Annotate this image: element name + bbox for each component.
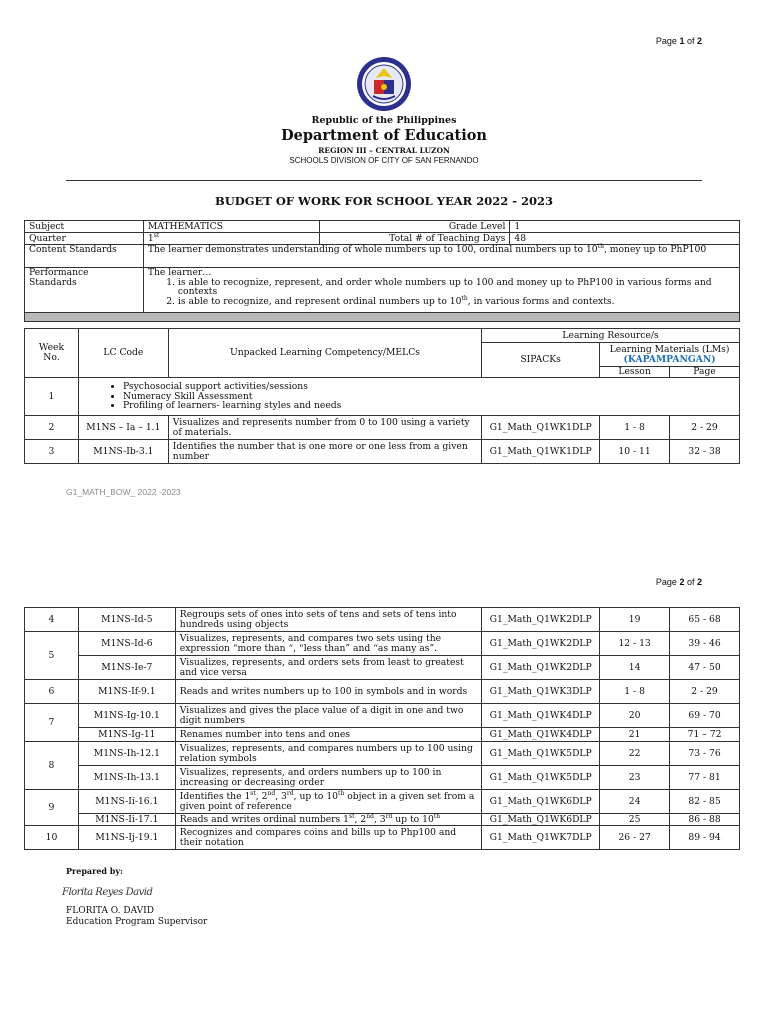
table-row (25, 814, 740, 826)
table-row (25, 704, 740, 728)
page-cell: 89 - 94 (670, 826, 740, 850)
grade-value: 1 (510, 221, 740, 233)
list-item: • Profiling of learners- learning styles and needs (123, 401, 735, 411)
sipack-cell: G1_Math_Q1WK4DLP (482, 704, 600, 728)
page-cell: 73 - 76 (670, 742, 740, 766)
table-row (25, 680, 740, 704)
code-cell: M1NS-Id-6 (78, 632, 175, 656)
melc-cell: Identifies the 1st, 2nd, 3rd, up to 10th object in a given set from a given point of reference (175, 790, 481, 814)
lesson-cell: 24 (600, 790, 670, 814)
table-row: 3 M1NS-Ib-3.1 Identifies the number that is one more or one less from a given number G1_Math_Q1WK1DLP 10 - 11 32 - 38 (25, 440, 740, 464)
deped-seal-logo (356, 56, 412, 112)
list-item: • Numeracy Skill Assessment (123, 392, 735, 402)
sipack-cell: G1_Math_Q1WK2DLP (482, 632, 600, 656)
melc-cell: Renames number into tens and ones (175, 728, 481, 742)
sipack-cell: G1_Math_Q1WK6DLP (482, 814, 600, 826)
performance-item: 2. is able to recognize, and represent ordinal numbers up to 10th, in various forms and contexts. (178, 297, 735, 307)
code-cell: M1NS-Ig-10.1 (78, 704, 175, 728)
lesson-cell: 14 (600, 656, 670, 680)
lesson-cell: 19 (600, 608, 670, 632)
page-cell: 71 – 72 (670, 728, 740, 742)
document-title: BUDGET OF WORK FOR SCHOOL YEAR 2022 - 2023 (215, 194, 553, 208)
melc-cell: Visualizes, represents, and compares numbers up to 100 using relation symbols (175, 742, 481, 766)
col-lc-code-header: LC Code (78, 329, 168, 378)
code-cell: M1NS-Ig-11 (78, 728, 175, 742)
table-row (25, 826, 740, 850)
table-row: 2 M1NS – Ia – 1.1 Visualizes and represents number from 0 to 100 using a variety of materials. G1_Math_Q1WK1DLP 1 - 8 2 - 29 (25, 416, 740, 440)
table-row (25, 742, 740, 766)
col-resources-header: Learning Resource/s (482, 329, 740, 343)
division-label: SCHOOLS DIVISION OF CITY OF SAN FERNANDO (289, 156, 479, 165)
col-week-header: Week No. (25, 329, 79, 378)
days-label: Total # of Teaching Days (319, 233, 510, 245)
sipack-cell: G1_Math_Q1WK6DLP (482, 790, 600, 814)
bow-table-page1 (24, 328, 740, 464)
week-cell: 6 (25, 680, 79, 704)
page-cell: 47 - 50 (670, 656, 740, 680)
sipack-cell: G1_Math_Q1WK5DLP (482, 742, 600, 766)
col-lms-header: Learning Materials (LMs) (KAPAMPANGAN) (600, 343, 740, 367)
subject-value: MATHEMATICS (143, 221, 319, 233)
col-melc-header: Unpacked Learning Competency/MELCs (168, 329, 481, 378)
page-cell: 69 - 70 (670, 704, 740, 728)
page-cell: 2 - 29 (670, 680, 740, 704)
page-cell: 86 - 88 (670, 814, 740, 826)
table-row (25, 728, 740, 742)
performance-standards-value: The learner… 1. is able to recognize, represent, and order whole numbers up to 100 and money up to PhP100 in various forms and contexts 2. is able to recognize, and represent ordinal numbers up to 10th, in various forms and contexts. (143, 268, 739, 313)
melc-cell: Visualizes, represents, and orders numbers up to 100 in increasing or decreasing order (175, 766, 481, 790)
col-lesson-header: Lesson (600, 367, 670, 378)
table-row (25, 790, 740, 814)
quarter-label: Quarter (25, 233, 144, 245)
performance-item: 1. is able to recognize, represent, and order whole numbers up to 100 and money up to PhP100 in various forms and contexts (178, 278, 735, 297)
week-cell: 7 (25, 704, 79, 742)
performance-standards-label: Performance Standards (25, 268, 144, 313)
melc-cell: Visualizes, represents, and compares two sets using the expression “more than “, “less than” and “as many as”. (175, 632, 481, 656)
department-name: Department of Education (281, 127, 487, 144)
code-cell: M1NS-If-9.1 (78, 680, 175, 704)
melc-cell: Reads and writes ordinal numbers 1st, 2nd, 3rd up to 10th (175, 814, 481, 826)
sipack-cell: G1_Math_Q1WK2DLP (482, 656, 600, 680)
code-cell: M1NS-Ii-16.1 (78, 790, 175, 814)
code-cell: M1NS-Ij-19.1 (78, 826, 175, 850)
code-cell: M1NS-Id-5 (78, 608, 175, 632)
melc-cell: Regroups sets of ones into sets of tens and sets of tens into hundreds using objects (175, 608, 481, 632)
grade-label: Grade Level (319, 221, 510, 233)
header-divider (66, 180, 702, 181)
lesson-cell: 22 (600, 742, 670, 766)
sipack-cell: G1_Math_Q1WK5DLP (482, 766, 600, 790)
page-number: Page 2 of 2 (655, 577, 702, 587)
sipack-cell: G1_Math_Q1WK7DLP (482, 826, 600, 850)
table-row: 1 • Psychosocial support activities/sessions • Numeracy Skill Assessment • Profiling of learners- learning styles and needs (25, 378, 740, 416)
melc-cell: Visualizes, represents, and orders sets from least to greatest and vice versa (175, 656, 481, 680)
grey-separator (25, 313, 740, 322)
lesson-cell: 25 (600, 814, 670, 826)
melc-cell: Visualizes and gives the place value of a digit in one and two digit numbers (175, 704, 481, 728)
table-row (25, 766, 740, 790)
lesson-cell: 26 - 27 (600, 826, 670, 850)
table-row (25, 656, 740, 680)
sipack-cell: G1_Math_Q1WK4DLP (482, 728, 600, 742)
signatory-name: FLORITA O. DAVID (66, 906, 154, 916)
table-row (25, 632, 740, 656)
page-cell: 82 - 85 (670, 790, 740, 814)
signatory-position: Education Program Supervisor (66, 917, 208, 927)
page-cell: 39 - 46 (670, 632, 740, 656)
lesson-cell: 23 (600, 766, 670, 790)
days-value: 48 (510, 233, 740, 245)
signature: Florita Reyes David (62, 887, 153, 898)
content-standards-value: The learner demonstrates understanding of whole numbers up to 100, ordinal numbers up to 10th, money up to PhP100 (143, 245, 739, 268)
info-table (24, 220, 740, 322)
week-cell: 8 (25, 742, 79, 790)
week-cell: 10 (25, 826, 79, 850)
lesson-cell: 12 - 13 (600, 632, 670, 656)
sipack-cell: G1_Math_Q1WK2DLP (482, 608, 600, 632)
melc-cell: Recognizes and compares coins and bills up to Php100 and their notation (175, 826, 481, 850)
bow-table-page2 (24, 607, 740, 850)
col-page-header: Page (670, 367, 740, 378)
lesson-cell: 20 (600, 704, 670, 728)
region-label: REGION III – CENTRAL LUZON (318, 146, 450, 155)
footer-file-label: G1_MATH_BOW_ 2022 -2023 (66, 487, 181, 497)
melc-cell: Reads and writes numbers up to 100 in symbols and in words (175, 680, 481, 704)
code-cell: M1NS-Ie-7 (78, 656, 175, 680)
prepared-by-label: Prepared by: (66, 866, 123, 876)
code-cell: M1NS-Ih-12.1 (78, 742, 175, 766)
col-sipacks-header: SIPACKs (482, 343, 600, 378)
subject-label: Subject (25, 221, 144, 233)
page-number: Page 1 of 2 (655, 36, 702, 46)
week-cell: 4 (25, 608, 79, 632)
code-cell: M1NS-Ii-17.1 (78, 814, 175, 826)
week-cell: 9 (25, 790, 79, 826)
page-cell: 65 - 68 (670, 608, 740, 632)
republic-label: Republic of the Philippines (311, 115, 457, 126)
quarter-value: 1st (143, 233, 319, 245)
code-cell: M1NS-Ih-13.1 (78, 766, 175, 790)
week-cell: 5 (25, 632, 79, 680)
sipack-cell: G1_Math_Q1WK3DLP (482, 680, 600, 704)
content-standards-label: Content Standards (25, 245, 144, 268)
table-row (25, 608, 740, 632)
lesson-cell: 21 (600, 728, 670, 742)
page-cell: 77 - 81 (670, 766, 740, 790)
list-item: • Psychosocial support activities/sessions (123, 382, 735, 392)
lesson-cell: 1 - 8 (600, 680, 670, 704)
